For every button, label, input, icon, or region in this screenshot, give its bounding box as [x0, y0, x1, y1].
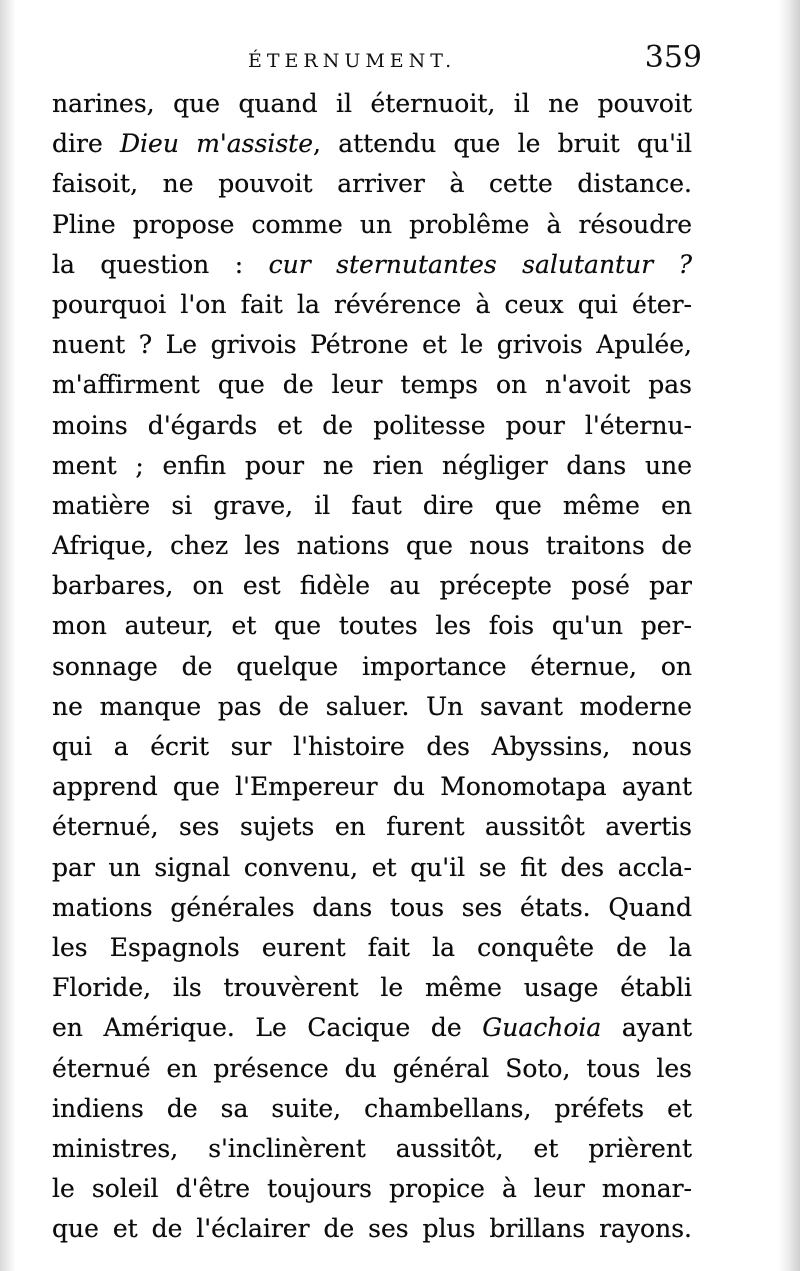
text-line: moins d'égards et de politesse pour l'éternu-: [52, 410, 692, 440]
text-line: Floride, ils trouvèrent le même usage établi: [52, 973, 692, 1003]
text-line: Pline propose comme un problême à résoudre: [52, 209, 692, 239]
text-line: sonnage de quelque importance éternue, on: [52, 651, 692, 681]
text-line: les Espagnols eurent fait la conquête de la: [52, 932, 692, 962]
text-line: éternué, ses sujets en furent aussitôt avertis: [52, 812, 692, 842]
text-line: mations générales dans tous ses états. Quand: [52, 892, 692, 922]
text-line: narines, que quand il éternuoit, il ne pouvoit: [52, 89, 692, 118]
text-line: qui a écrit sur l'histoire des Abyssins, nous: [52, 732, 692, 761]
page-gutter-shadow: [0, 0, 16, 1271]
text-line: barbares, on est fidèle au précepte posé par: [52, 571, 692, 601]
text-line: la question : cur sternutantes salutantur ?: [52, 249, 692, 279]
page-number: 359: [644, 40, 702, 75]
text-line: éternué en présence du général Soto, tous les: [52, 1053, 692, 1083]
text-line: m'affirment que de leur temps on n'avoit pas: [52, 370, 692, 400]
text-line: apprend que l'Empereur du Monomotapa ayant: [52, 772, 692, 802]
text-line: matière si grave, il faut dire que même en: [52, 490, 692, 520]
text-line: par un signal convenu, et qu'il se fit des accla-: [52, 852, 692, 882]
text-line: ne manque pas de saluer. Un savant moderne: [52, 691, 692, 721]
text-line: en Amérique. Le Cacique de Guachoia ayant: [52, 1013, 692, 1043]
text-line: ministres, s'inclinèrent aussitôt, et prièrent: [52, 1133, 692, 1163]
text-line: ment ; enfin pour ne rien négliger dans une: [52, 450, 692, 480]
running-head: [50, 40, 700, 90]
running-title: ÉTERNUMENT.: [248, 50, 457, 72]
text-line: faisoit, ne pouvoit arriver à cette distance.: [52, 169, 692, 199]
page-edge-shadow: [778, 0, 800, 1271]
text-line: mon auteur, et que toutes les fois qu'un per-: [52, 611, 692, 641]
text-line: Afrique, chez les nations que nous traitons de: [52, 531, 692, 561]
text-line: le soleil d'être toujours propice à leur monar-: [52, 1174, 692, 1204]
text-line: indiens de sa suite, chambellans, préfets et: [52, 1093, 692, 1123]
italic-phrase: Guachoia: [482, 1013, 602, 1043]
italic-phrase: cur sternutantes salutantur ?: [268, 249, 692, 279]
text-line: dire Dieu m'assiste, attendu que le bruit qu'il: [52, 129, 692, 159]
body-text: [52, 84, 692, 1249]
text-line: que et de l'éclairer de ses plus brillans rayons.: [52, 1214, 692, 1244]
italic-phrase: Dieu m'assiste: [120, 129, 313, 159]
text-line: nuent ? Le grivois Pétrone et le grivois Apulée,: [52, 330, 692, 360]
text-line: pourquoi l'on fait la révérence à ceux qui éter-: [52, 289, 692, 319]
